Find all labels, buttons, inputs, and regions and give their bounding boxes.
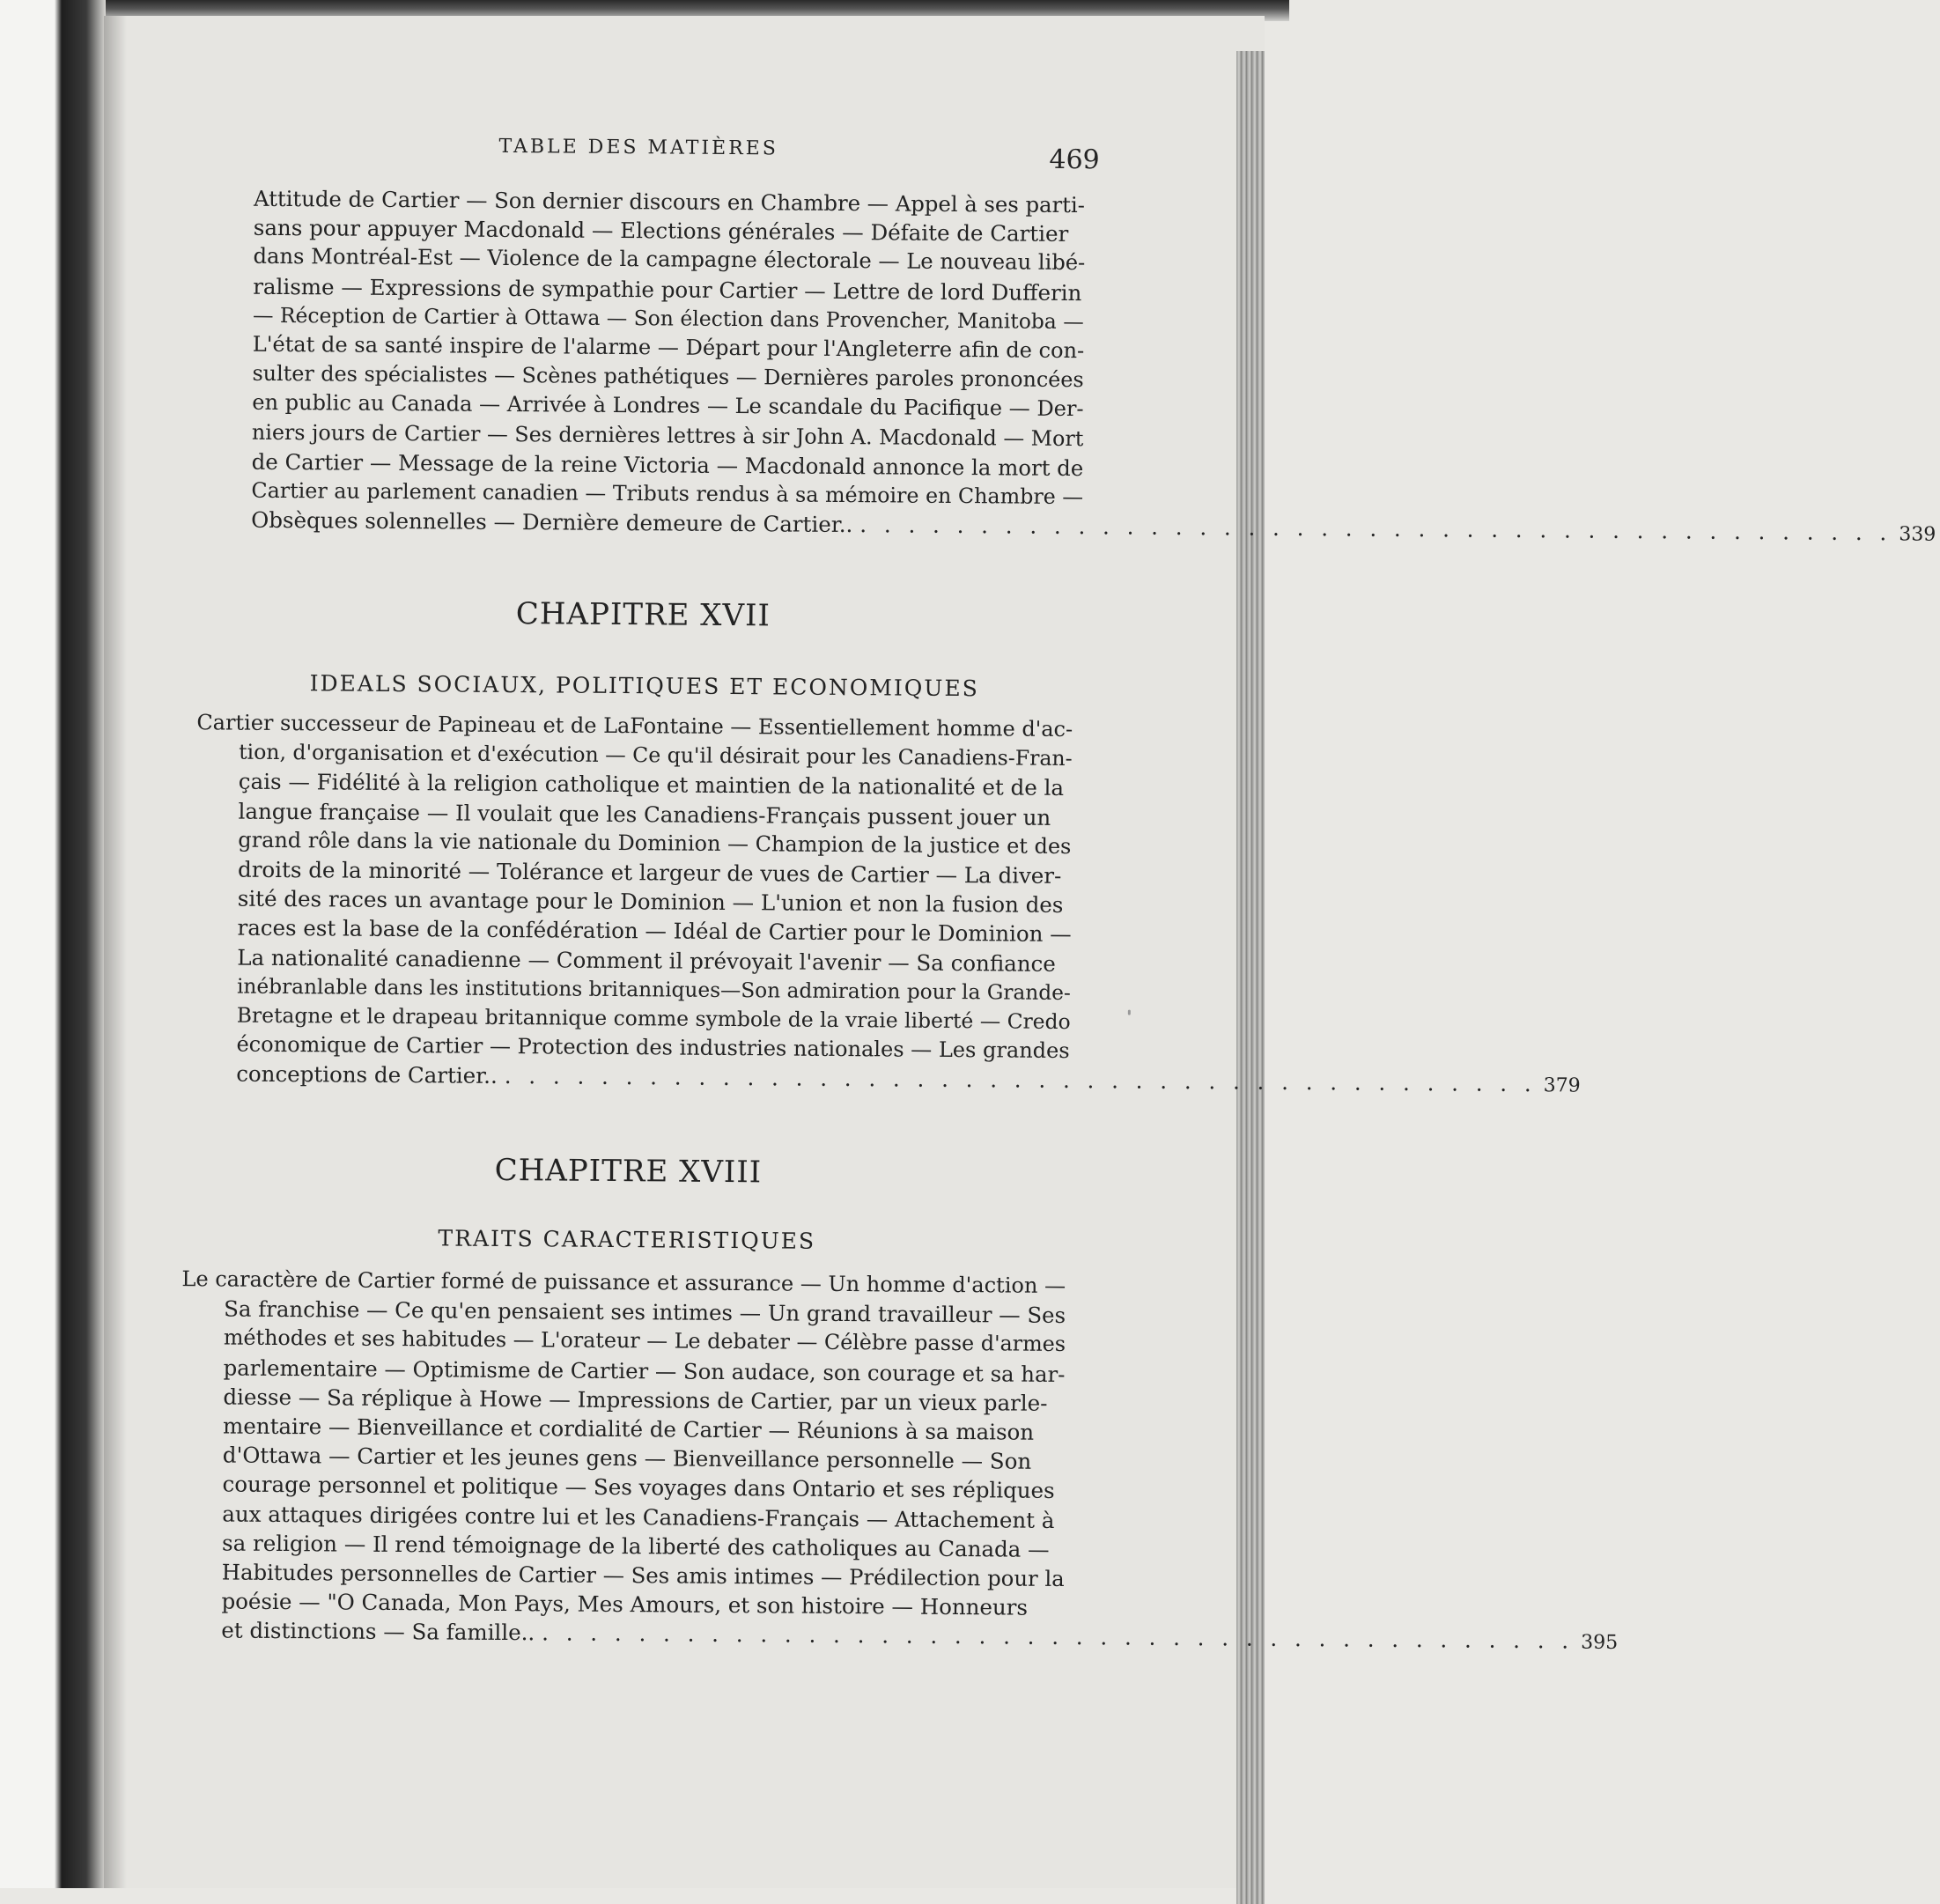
toc-line: de Cartier — Message de la reine Victoria — Macdonald annonce la mort de	[251, 448, 1084, 481]
toc-line: tion, d'organisation et d'exécution — Ce qu'il désirait pour les Canadiens-Fran-	[239, 739, 1073, 771]
chapter-title-xviii: TRAITS CARACTERISTIQUES	[438, 1225, 816, 1254]
toc-line: en public au Canada — Arrivée à Londres — Le scandale du Pacifique — Der-	[252, 390, 1084, 422]
toc-line: mentaire — Bienveillance et cordialité de Cartier — Réunions à sa maison	[223, 1413, 1035, 1445]
toc-line: et distinctions — Sa famille..	[221, 1617, 535, 1646]
toc-line: sité des races un avantage pour le Dominion — L'union et non la fusion des	[237, 885, 1064, 919]
toc-page-ref: 379	[1543, 1074, 1581, 1098]
toc-entry-last-line	[194, 1059, 1581, 1098]
toc-line: Sa franchise — Ce qu'en pensaient ses intimes — Un grand travailleur — Ses	[224, 1295, 1066, 1329]
chapter-heading-xviii: CHAPITRE XVIII	[494, 1152, 763, 1191]
leader-dots: . . . . . . . . . . . . . . . . . . . . . . . . . . . . . . . . . . . . . . . . . . .	[504, 1063, 1537, 1097]
toc-entry-last-line	[179, 1616, 1619, 1655]
toc-line: niers jours de Cartier — Ses dernières lettres à sir John A. Macdonald — Mort	[251, 419, 1084, 451]
toc-line: Attitude de Cartier — Son dernier discours en Chambre — Appel à ses parti-	[253, 185, 1086, 218]
toc-line: Cartier successeur de Papineau et de LaFontaine — Essentiellement homme d'ac-	[196, 710, 1073, 742]
running-title: TABLE DES MATIÈRES	[498, 135, 778, 160]
toc-line: poésie — "O Canada, Mon Pays, Mes Amours, et son histoire — Honneurs	[221, 1588, 1029, 1620]
toc-line: courage personnel et politique — Ses voyages dans Ontario et ses répliques	[222, 1471, 1055, 1504]
toc-line: çais — Fidélité à la religion catholique et maintien de la nationalité et de la	[238, 769, 1065, 801]
toc-line: aux attaques dirigées contre lui et les Canadiens-Français — Attachement à	[222, 1501, 1055, 1533]
toc-line: conceptions de Cartier..	[236, 1061, 498, 1089]
toc-line: d'Ottawa — Cartier et les jeunes gens — Bienveillance personnelle — Son	[222, 1442, 1032, 1474]
toc-line: La nationalité canadienne — Comment il prévoyait l'avenir — Sa confiance	[237, 944, 1056, 977]
toc-line: — Réception de Cartier à Ottawa — Son élection dans Provencher, Manitoba —	[252, 302, 1084, 334]
scan-speck	[1128, 1010, 1131, 1015]
page-number: 469	[1049, 144, 1100, 176]
toc-line: sulter des spécialistes — Scènes pathétiques — Dernières paroles prononcées	[252, 360, 1084, 393]
toc-line: grand rôle dans la vie nationale du Dominion — Champion de la justice et des	[238, 827, 1072, 859]
toc-line: L'état de sa santé inspire de l'alarme — Départ pour l'Angleterre afin de con-	[252, 331, 1085, 364]
toc-line: diesse — Sa réplique à Howe — Impressions de Cartier, par un vieux parle-	[223, 1384, 1048, 1416]
toc-line: droits de la minorité — Tolérance et largeur de vues de Cartier — La diver-	[237, 856, 1062, 889]
toc-line: inébranlable dans les institutions britanniques—Son admiration pour la Grande-	[236, 974, 1071, 1005]
toc-page-ref: 339	[1899, 523, 1936, 546]
toc-line: sa religion — Il rend témoignage de la liberté des catholiques au Canada —	[221, 1530, 1050, 1562]
chapter-title-xvii: IDEALS SOCIAUX, POLITIQUES ET ECONOMIQUES	[309, 670, 979, 702]
toc-line: ralisme — Expressions de sympathie pour Cartier — Lettre de lord Dufferin	[253, 273, 1082, 306]
leader-dots: . . . . . . . . . . . . . . . . . . . . . . . . . . . . . . . . . . . . . . . . . . .	[542, 1620, 1575, 1655]
leader-dots: . . . . . . . . . . . . . . . . . . . . . . . . . . . . . . . . . . . . . . . . . . .	[859, 512, 1892, 546]
toc-line: langue française — Il voulait que les Canadiens-Français pussent jouer un	[238, 798, 1051, 830]
toc-line: sans pour appuyer Macdonald — Elections générales — Défaite de Cartier	[253, 214, 1069, 247]
toc-line: parlementaire — Optimisme de Cartier — Son audace, son courage et sa har-	[223, 1354, 1066, 1387]
toc-line: Le caractère de Cartier formé de puissance et assurance — Un homme d'action —	[181, 1266, 1066, 1299]
toc-line: méthodes et ses habitudes — L'orateur — Le debater — Célèbre passe d'armes	[223, 1325, 1066, 1357]
toc-line: Habitudes personnelles de Cartier — Ses amis intimes — Prédilection pour la	[221, 1559, 1065, 1592]
toc-entry-previous-chapter	[251, 184, 1936, 546]
toc-entry-chapter-xviii	[179, 1265, 1619, 1655]
toc-entry-last-line	[251, 506, 1936, 546]
toc-line: Bretagne et le drapeau britannique comme symbole de la vraie liberté — Credo	[236, 1002, 1071, 1035]
toc-line: races est la base de la confédération — Idéal de Cartier pour le Dominion —	[237, 915, 1072, 948]
toc-line: économique de Cartier — Protection des industries nationales — Les grandes	[236, 1031, 1070, 1064]
chapter-heading-xvii: CHAPITRE XVII	[515, 596, 771, 634]
toc-entry-chapter-xvii	[194, 708, 1581, 1098]
toc-line: Obsèques solennelles — Dernière demeure de Cartier..	[251, 506, 853, 538]
toc-line: Cartier au parlement canadien — Tributs rendus à sa mémoire en Chambre —	[251, 477, 1084, 510]
toc-page-ref: 395	[1581, 1632, 1619, 1655]
toc-line: dans Montréal-Est — Violence de la campagne électorale — Le nouveau libé-	[253, 244, 1086, 276]
